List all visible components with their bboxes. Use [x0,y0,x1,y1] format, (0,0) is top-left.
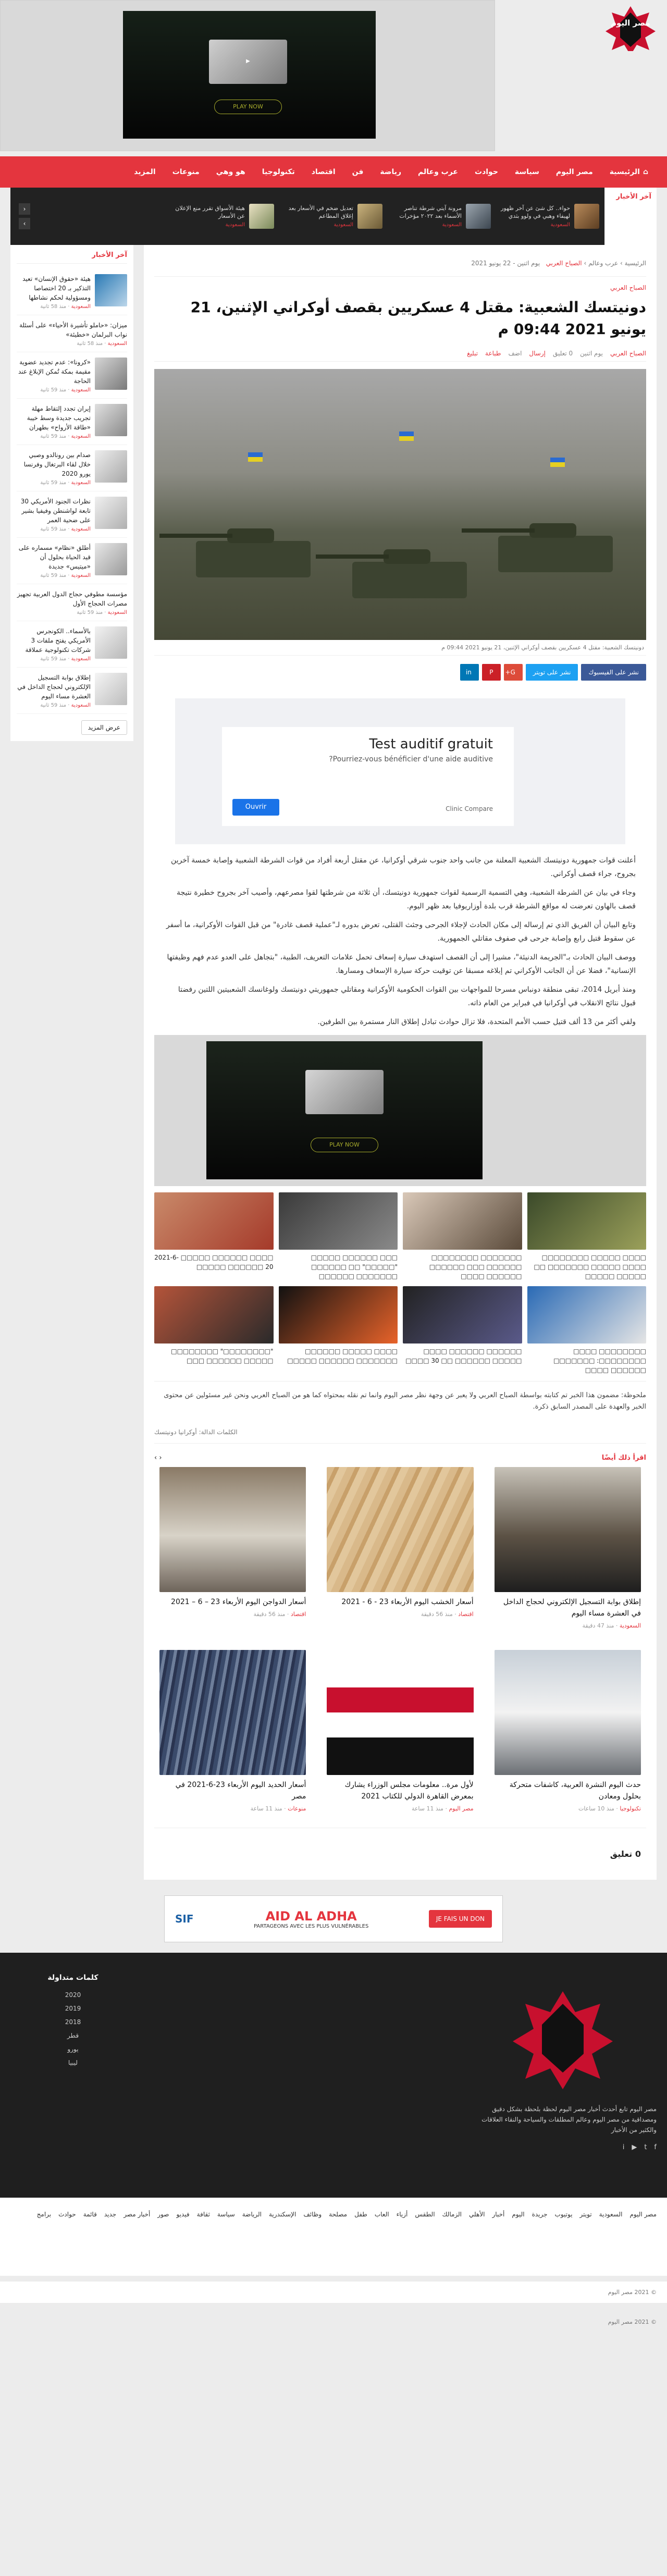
footer-link[interactable]: برامج [36,2211,52,2218]
sidebar-item[interactable]: بالأسماء.. الكونجرس الأمريكي يفتح ملفات 3 شركات تكنولوجية عملاقة السعودية · منذ 59 ثانية [17,621,127,668]
top-ad-banner[interactable] [0,0,495,151]
sidebar-item-category[interactable]: السعودية [107,341,127,347]
also-card[interactable]: أسعار الخشب اليوم الأربعاء 23 - 6 - 2021 اقتصاد · منذ 56 دقيقة [327,1467,473,1629]
footer-tag[interactable]: 2020 [65,1991,81,1999]
sidebar-item[interactable]: أطلق «نظام» مسماره على قيد الحياة بحلول أن «ميتيس» جديدة السعودية · منذ 59 ثانية [17,538,127,584]
main-area [10,245,657,1880]
ticker-item-source: السعودية [442,221,462,228]
footer-link[interactable]: فيديو [176,2211,190,2218]
also-card[interactable]: حدث اليوم النشرة العربية، كاشفات متحركة بحلول ومعادن تكنولوجيا · منذ 10 ساعات [495,1650,641,1812]
article-body [154,854,646,1029]
sidebar-item[interactable]: صدام بين رونالدو وصبي خلال لقاء البرتغال وفرنسا يورو 2020 السعودية · منذ 59 ثانية [17,445,127,491]
footer-links [0,2198,667,2276]
sidebar-thumbnail [95,274,127,306]
ticker-item[interactable] [175,204,274,229]
meta-comments[interactable]: 0 تعليق [552,350,573,357]
ticker-item[interactable] [283,204,382,229]
footer-link[interactable]: قائمة [83,2211,97,2218]
related-title: □□□□ □□□□□□ □□□□□ 2021-6-20 □□□□□□ □□□□□ [154,1254,274,1271]
bottom-ad-donate-button[interactable]: JE FAIS UN DON [429,1910,492,1928]
ad-play-button[interactable]: PLAY NOW [214,100,282,114]
image-caption: دونيتسك الشعبية: مقتل 4 عسكريين بقصف أوكراني الإثنين، 21 يونيو 2021 09:44 م [154,640,646,656]
sidebar-item[interactable]: نظرات الجنود الأمريكي 30 تابعة لواشنطن وفيفيا بشير على ضحية العمر السعودية · منذ 59 ثانية [17,491,127,538]
site-logo[interactable] [604,5,657,51]
flag-shape [399,432,414,441]
sidebar-item-title: إيران تجدد إلتقاط مهلة تجريب جديدة وسط خيبة «طاقة الأرواح» بطهران [27,405,91,431]
sidebar-item[interactable]: «كرونا»: عدم تجديد عضوية مقيمة بمكة تُمكن الإبلاغ عند الحاجة السعودية · منذ 59 ثانية [17,352,127,399]
sidebar-latest-news [10,245,133,741]
article-paragraph: أعلنت قوات جمهورية دونيتسك الشعبية المعلنة من جانب واحد جنوب شرقي أوكرانيا، عن مقتل أربعة أفراد من قوات الشرطة الشعبية وإصابة خمسة آخرين بجروح، جراء قصف أوكراني. [171,856,636,878]
meta-source[interactable]: الصباح العربي [610,350,646,357]
article-paragraph: ومنذ أبريل 2014، تبقى منطقة دونباس مسرحا للمواجهات بين القوات الحكومية الأوكرانية ومقاتلي جمهوريتي دونيتسك ولوغانسك الشعبيتين اللتين رفضتا قبول نتائج الانقلاب في أوكرانيا في فبراير من العام ذاته. [178,985,636,1007]
ticker-item-text: مرونة آيتي شرطة تناصر الأسماء بعد ٢٠٢٢ مؤخرات [399,204,462,219]
sidebar-item-title: أطلق «نظام» مسماره على قيد الحياة بحلول أن «ميتيس» جديدة [18,544,91,570]
also-card-title: أسعار الخشب اليوم الأربعاء 23 - 6 - 2021 [341,1598,474,1606]
also-card-category[interactable]: السعودية [619,1622,641,1629]
article-paragraph: وتابع البيان أن الفريق الذي تم إرساله إلى مكان الحادث لإجلاء الجرحى وجثث القتلى، تعرض بدوره لـ"عملية قصف غادرة" من قبل القوات الأوكرانية، ما أسفر عن سقوط قتيل رابع وإصابة جرحى في صفوف مقاتلي الجمهورية. [166,921,636,943]
ticker-item[interactable] [500,204,599,229]
related-image [403,1192,522,1250]
also-card-image [495,1650,641,1775]
footer-link[interactable]: الرياضة [242,2211,262,2218]
also-card-title: أسعار الحديد اليوم الأربعاء 23-6-2021 في مصر [175,1781,306,1801]
meta-send[interactable]: إرسال [529,350,546,357]
related-image [279,1286,398,1344]
meta-report[interactable]: تبليغ [467,350,478,357]
also-read-header [154,1444,646,1467]
also-card-category[interactable]: منوعات [288,1805,306,1812]
footer-tag[interactable]: ليبيا [68,2059,78,2066]
sidebar-more-button[interactable]: عرض المزيد [81,720,127,735]
article-paragraph: ووصف البيان الحادث بـ"الجريمة الدنيئة"، مشيرا إلى أن القصف استهدف سيارة إسعاف تحمل علامات التعريف، الطبية، "بتجاهل على العدو عدم فهم وظيفتها الإنسانية"، فضلا عن أن الجانب الأوكراني تم إبلاغه مسبقا عن توقيت حركة سيارة الإسعاف ومسارها. [167,953,636,975]
twitter-icon[interactable]: t [644,2143,647,2151]
ticker-item[interactable] [392,204,491,229]
nav-variety[interactable]: منوعات [172,168,200,176]
also-read-grid [154,1467,646,1812]
footer-tag[interactable]: 2019 [65,2005,81,2012]
sidebar-item-category[interactable]: السعودية [71,573,91,578]
ticker-item-text: تعديل ضخم في الأسعار بعد إغلاق المطاعم [288,204,353,219]
also-card-image [327,1650,473,1775]
related-card[interactable] [403,1286,522,1375]
sidebar-item-category[interactable]: السعودية [71,656,91,662]
top-header [0,0,667,156]
meta-add[interactable]: اضف [508,350,522,357]
also-card-image [159,1650,306,1775]
also-card-time: منذ 47 دقيقة [582,1622,614,1629]
tank-shape [498,536,613,572]
bottom-ad-subtitle: PARTAGEONS AVEC LES PLUS VULNÉRABLES [254,1923,369,1929]
also-card-time: منذ 56 دقيقة [421,1611,453,1618]
ticker-item-source: السعودية [225,221,245,228]
also-card-title: لأول مرة.. معلومات مجلس الوزراء يشارك بمعرض القاهرة الدولي للكتاب 2021 [344,1781,474,1801]
footer-link[interactable]: الأهلي [469,2211,485,2218]
ticker-item-source: السعودية [334,221,353,228]
sidebar-item[interactable]: إيران تجدد إلتقاط مهلة تجريب جديدة وسط خيبة «طاقة الأرواح» بطهران السعودية · منذ 59 ثانية [17,399,127,445]
also-card-category[interactable]: تكنولوجيا [620,1805,641,1812]
related-card[interactable] [527,1192,647,1281]
sidebar-thumbnail [95,626,127,659]
inline-ad-brand: Clinic Compare [446,805,493,812]
sidebar-item-category[interactable]: السعودية [71,434,91,439]
inline-video[interactable] [206,1041,483,1179]
ticker-next-icon[interactable]: › [19,218,30,229]
inline-ad[interactable] [175,698,625,844]
sidebar-item-time: منذ 59 ثانية [40,387,67,393]
related-title: □□□□□□□ □□□□□□□□ □□□□□□ □□□ □□□□□□ □□□□□□ □□□□ [429,1254,522,1280]
article-hero-image [154,369,646,640]
related-image [403,1286,522,1344]
related-image [154,1192,274,1250]
nav-art[interactable]: فن [352,168,364,176]
nav-politics[interactable]: سياسة [514,168,539,176]
youtube-icon[interactable]: ▶ [632,2143,637,2151]
share-bar [154,656,646,689]
sidebar-item-category[interactable]: السعودية [107,610,127,615]
sidebar-item-title: بالأسماء.. الكونجرس الأمريكي يفتح ملفات 3 شركات تكنولوجية عملاقة [25,627,91,654]
footer-link[interactable]: أخبار مصر [123,2211,151,2218]
footer-tags-title: كلمات متداولة [47,1974,98,1982]
footer-link[interactable]: حوادث [58,2211,76,2218]
footer-link[interactable]: صور [157,2211,169,2218]
page-bottom-copyright: © 2021 مصر اليوم [608,2319,657,2325]
footer-link[interactable]: مصلحة [329,2211,348,2218]
logo-star-icon [604,5,657,51]
tank-shape [196,541,311,577]
nav-home[interactable]: ⌂ الرئيسية [601,168,657,176]
sidebar-item-time: منذ 59 ثانية [77,610,103,615]
sidebar-item-time: منذ 59 ثانية [40,573,67,578]
footer-tag[interactable]: يورو [67,2045,79,2053]
sidebar-item-time: منذ 59 ثانية [40,434,67,439]
footer-copyright: © 2021 مصر اليوم [0,2281,667,2303]
related-image [279,1192,398,1250]
comments-heading: 0 تعليق [154,1828,646,1869]
sidebar [10,245,133,1880]
disclaimer-note: ملحوظة: مضمون هذا الخبر تم كتابته بواسطة الصباح العربي ولا يعبر عن وجهة نظر مصر اليوم وانما تم نقله بمحتواه كما هو من الصباح العربي ونحن غير مسئولين عن محتوى الخبر والعهدة على المصدر السابق ذكرة. [154,1381,646,1421]
footer-tags [10,1974,135,2177]
sidebar-item[interactable]: ميزان: «حاملو تأشيرة الأحياء» على أسئلة نواب البرلمان «خطيئة» السعودية · منذ 58 ثانية [17,315,127,352]
article-paragraph: ولقي أكثر من 13 ألف قتيل حسب الأمم المتحدة، فلا تزال حوادث تبادل إطلاق النار مستمرة بين الطرفين. [317,1018,636,1026]
sidebar-item-time: منذ 59 ثانية [40,526,67,532]
related-title: "□□□□□□□□" □□□□□□□□ □□□□□ □□□□□□ □□□ [171,1348,274,1364]
breadcrumb-section[interactable]: عرب وعالم [588,260,619,267]
sidebar-item-title: «كرونا»: عدم تجديد عضوية مقيمة بمكة تُمكن الإبلاغ عند الحاجة [18,359,91,385]
footer-about-text: مصر اليوم تابع أحدث أخبار مصر اليوم لحظة بلحظة بشكل دقيق ومصداقية من مصر اليوم وعالم المطلقات والسياحة والنقاء العلاقات والكثير من الأخبار [481,2105,657,2134]
sidebar-item-time: منذ 58 ثانية [77,341,103,347]
footer-link[interactable]: جديد [104,2211,117,2218]
ticker-prev-icon[interactable]: ‹ [19,203,30,215]
also-card-title: حدث اليوم النشرة العربية، كاشفات متحركة بحلول ومعادن [509,1781,641,1801]
footer-tag[interactable]: قطر [67,2032,79,2039]
footer-link[interactable]: يوتيوب [554,2211,573,2218]
breadcrumb-current[interactable]: الصباح العربي [546,260,582,267]
nav-accidents[interactable]: حوادث [475,168,498,176]
ticker-thumbnail [574,204,599,229]
inline-ad-text: Pourriez-vous bénéficier d'une aide auditive? [329,755,493,763]
footer [0,1953,667,2198]
flag-shape [248,452,263,462]
footer-link[interactable]: الطقس [415,2211,435,2218]
article-title: دونيتسك الشعبية: مقتل 4 عسكريين بقصف أوكراني الإثنين، 21 يونيو 2021 09:44 م [190,299,646,338]
bottom-ad-logo: SIF [175,1913,194,1925]
inline-ad-card[interactable] [222,727,514,826]
also-card[interactable]: لأول مرة.. معلومات مجلس الوزراء يشارك بمعرض القاهرة الدولي للكتاب 2021 مصر اليوم · منذ 11 ساعة [327,1650,473,1812]
ticker-thumbnail [466,204,491,229]
sidebar-item-title: نظرات الجنود الأمريكي 30 تابعة لواشنطن وفيفيا بشير على ضحية العمر [20,498,91,524]
sidebar-item-time: منذ 59 ثانية [40,702,67,708]
footer-link[interactable]: مصر اليوم [629,2211,657,2218]
tank-shape [352,562,467,598]
also-card-image [327,1467,473,1592]
inline-video-ad[interactable] [154,1035,646,1186]
inline-video-play-button[interactable]: PLAY NOW [311,1138,378,1152]
sidebar-item-time: منذ 59 ثانية [40,480,67,486]
sidebar-item-title: مؤسسة مطوفي حجاج الدول العربية تجهيز مصرات الحجاج الأول [17,590,127,607]
also-card-time: منذ 10 ساعات [578,1805,614,1812]
article-content [144,245,657,1880]
breadcrumb: الرئيسية › عرب وعالم › الصباح العربي يوم اثنين - 22 يونيو 2021 [154,255,646,277]
also-card-category[interactable]: مصر اليوم [449,1805,474,1812]
ticker-item-source: السعودية [550,221,570,228]
meta-print[interactable]: طباعة [485,350,501,357]
footer-link[interactable]: ثقافة [196,2211,210,2218]
sidebar-item-category[interactable]: السعودية [71,526,91,532]
also-card-image [495,1467,641,1592]
related-card[interactable] [527,1286,647,1375]
related-card[interactable] [403,1192,522,1281]
sidebar-item-category[interactable]: السعودية [71,387,91,393]
article-paragraph: وجاء في بيان عن الشرطة الشعبية، وهي التسمية الرسمية لقوات جمهورية دونيتسك، أن ثلاثة من شرطتها لقوا مصرعهم، وأصيب آخر بجروح خطيرة نتيجة قصف بالهاون تعرضت له مواقع الشرطة قرب بلدة أوزاريوفيا بعد ظهر اليوم. [177,889,636,910]
sidebar-thumbnail [95,358,127,390]
related-title: □□□□ □□□□□ □□□□□□□□ □□□□ □□□□□ □□□□□□□ □□ □□□□□ □□□□□ [534,1254,646,1280]
ticker-arrows [16,203,30,229]
share-google-button[interactable]: G+ [504,664,523,681]
sidebar-item-title: هيئة «حقوق الإنسان» تعيد التذكير بـ 20 اختصاصا ومسؤولية لحكم نشاطها [22,275,91,301]
breadcrumb-date: يوم اثنين - 22 يونيو 2021 [471,260,540,267]
article-tags[interactable]: الكلمات الدالة: أوكرانيا دونيتسك [154,1421,646,1444]
also-read-title: اقرأ ذلك أيضًا [601,1454,646,1462]
footer-link[interactable]: الزمالك [442,2211,462,2218]
bottom-ad-banner[interactable] [164,1895,503,1942]
footer-link[interactable]: السعودية [599,2211,623,2218]
nav-sports[interactable]: رياضة [380,168,402,176]
sidebar-thumbnail [95,450,127,483]
related-image [527,1286,647,1344]
footer-link[interactable]: العاب [374,2211,389,2218]
related-card[interactable] [154,1286,274,1375]
nav-he-she[interactable]: هو وهي [216,168,245,176]
also-read-nav-icon[interactable]: ‹ › [154,1454,162,1462]
sidebar-thumbnail [95,497,127,529]
sidebar-item-title: إطلاق بوابة التسجيل الإلكتروني لحجاج الداخل في العشرة مساء اليوم [17,674,91,700]
news-ticker [10,188,657,245]
ad-video[interactable] [123,11,376,139]
article-meta [154,346,646,362]
sidebar-item[interactable]: مؤسسة مطوفي حجاج الدول العربية تجهيز مصرات الحجاج الأول السعودية · منذ 59 ثانية [17,584,127,621]
footer-tag[interactable]: 2018 [65,2018,81,2026]
also-card[interactable]: أسعار الحديد اليوم الأربعاء 23-6-2021 في مصر منوعات · منذ 11 ساعة [159,1650,306,1812]
sidebar-thumbnail [95,673,127,705]
nav-egypt-today[interactable]: مصر اليوم [555,168,593,176]
related-card[interactable] [279,1192,398,1281]
also-card-title: أسعار الدواجن اليوم الأربعاء 23 – 6 – 2021 [171,1598,306,1606]
sidebar-item[interactable]: إطلاق بوابة التسجيل الإلكتروني لحجاج الداخل في العشرة مساء اليوم السعودية · منذ 59 ثانية [17,668,127,714]
ticker-item-text: هيئة الأسواق تقرر منع الإعلان عن الأسعار [175,204,245,219]
ticker-item-text: حواء.. كل شئ عن آخر ظهور لهيفاء وهبي في ولوو بثدي [501,204,570,219]
footer-about [469,1974,657,2177]
footer-link[interactable]: سياسة [217,2211,235,2218]
inline-ad-open-button[interactable]: Ouvrir [232,799,279,816]
related-title: □□□□ □□□□□ □□□□□□ □□□□□□□ □□□□□□ □□□□□ [287,1348,398,1364]
breadcrumb-home[interactable]: الرئيسية [624,260,646,267]
sidebar-title: آخر الأخبار [17,251,127,264]
sidebar-thumbnail [95,404,127,436]
footer-link[interactable]: وظائف [303,2211,322,2218]
share-facebook-button[interactable]: نشر على الفيسبوك [581,664,646,681]
footer-link[interactable]: أزياء [396,2211,408,2218]
bottom-ad-title: AID AL ADHA [265,1908,357,1924]
nav-tech[interactable]: تكنولوجيا [262,168,295,176]
also-card-image [159,1467,306,1592]
nav-arab-world[interactable]: عرب وعالم [418,168,458,176]
flag-shape [550,458,565,467]
related-image [527,1192,647,1250]
ticker-thumbnail [357,204,382,229]
ad-video-thumbnail: ▶ [209,40,287,84]
also-card[interactable]: أسعار الدواجن اليوم الأربعاء 23 – 6 – 2021 اقتصاد · منذ 56 دقيقة [159,1467,306,1629]
also-card-category[interactable]: اقتصاد [458,1611,474,1618]
sidebar-item-time: منذ 59 ثانية [40,656,67,662]
related-title: □□□ □□□□□□ □□□□□ "□□□□□" □□ □□□□□□ □□□□□□□ □□□□□□ [311,1254,398,1280]
footer-link[interactable]: الإسكندرية [268,2211,297,2218]
related-title: □□□□□□□□ □□□□ □□□□□□□□: □□□□□□□ □□□□□□ □□□□ [553,1348,646,1374]
footer-link[interactable]: جريدة [532,2211,548,2218]
sidebar-item-title: صدام بين رونالدو وصبي خلال لقاء البرتغال وفرنسا يورو 2020 [23,451,91,477]
footer-link[interactable]: تويتر [579,2211,592,2218]
also-card-category[interactable]: اقتصاد [290,1611,306,1618]
ticker-items [10,188,604,245]
nav-more[interactable]: المزيد [134,168,156,176]
footer-link[interactable]: أخبار [492,2211,505,2218]
main-nav [0,156,667,188]
instagram-icon[interactable]: i [622,2143,625,2151]
nav-economy[interactable]: اقتصاد [311,168,336,176]
article-category[interactable]: الصباح العربي [610,284,646,291]
logo-text: مصر اليوم [611,18,650,28]
sidebar-item-title: ميزان: «حاملو تأشيرة الأحياء» على أسئلة نواب البرلمان «خطيئة» [19,322,127,338]
sidebar-item-time: منذ 58 ثانية [40,304,67,310]
also-card[interactable]: إطلاق بوابة التسجيل الإلكتروني لحجاج الداخل في العشرة مساء اليوم السعودية · منذ 47 دقيقة [495,1467,641,1629]
ticker-thumbnail [249,204,274,229]
footer-link[interactable]: اليوم [512,2211,525,2218]
sidebar-thumbnail [95,543,127,575]
footer-link[interactable]: طفل [354,2211,367,2218]
also-card-title: إطلاق بوابة التسجيل الإلكتروني لحجاج الداخل في العشرة مساء اليوم [503,1598,641,1618]
sidebar-item-category[interactable]: السعودية [71,304,91,310]
inline-ad-title: Test auditif gratuit [369,736,493,752]
sidebar-item-category[interactable]: السعودية [71,480,91,486]
share-twitter-button[interactable]: نشر على تويتر [526,664,578,681]
facebook-icon[interactable]: f [654,2143,657,2151]
footer-social [469,2142,657,2153]
related-card[interactable] [154,1192,274,1281]
footer-logo[interactable] [511,1989,615,2093]
meta-date: يوم اثنين [580,350,603,357]
also-card-time: منذ 11 ساعة [250,1805,282,1812]
related-card[interactable] [279,1286,398,1375]
share-pinterest-button[interactable]: P [482,664,501,681]
ticker-title: آخر الأخبار [604,188,657,245]
share-linkedin-button[interactable]: in [460,664,479,681]
related-grid [154,1192,646,1375]
related-image [154,1286,274,1344]
sidebar-item[interactable]: هيئة «حقوق الإنسان» تعيد التذكير بـ 20 اختصاصا ومسؤولية لحكم نشاطها السعودية · منذ 58 ثانية [17,269,127,315]
footer-logo-star-icon [511,1989,615,2093]
also-card-time: منذ 11 ساعة [411,1805,443,1812]
related-title: □□□□□□ □□□□□□ □□□□ □□□□□ □□□□□□ □□ 30 □□□□ [405,1348,522,1364]
sidebar-item-category[interactable]: السعودية [71,702,91,708]
also-card-time: منذ 56 دقيقة [253,1611,286,1618]
inline-video-thumbnail [305,1070,384,1114]
